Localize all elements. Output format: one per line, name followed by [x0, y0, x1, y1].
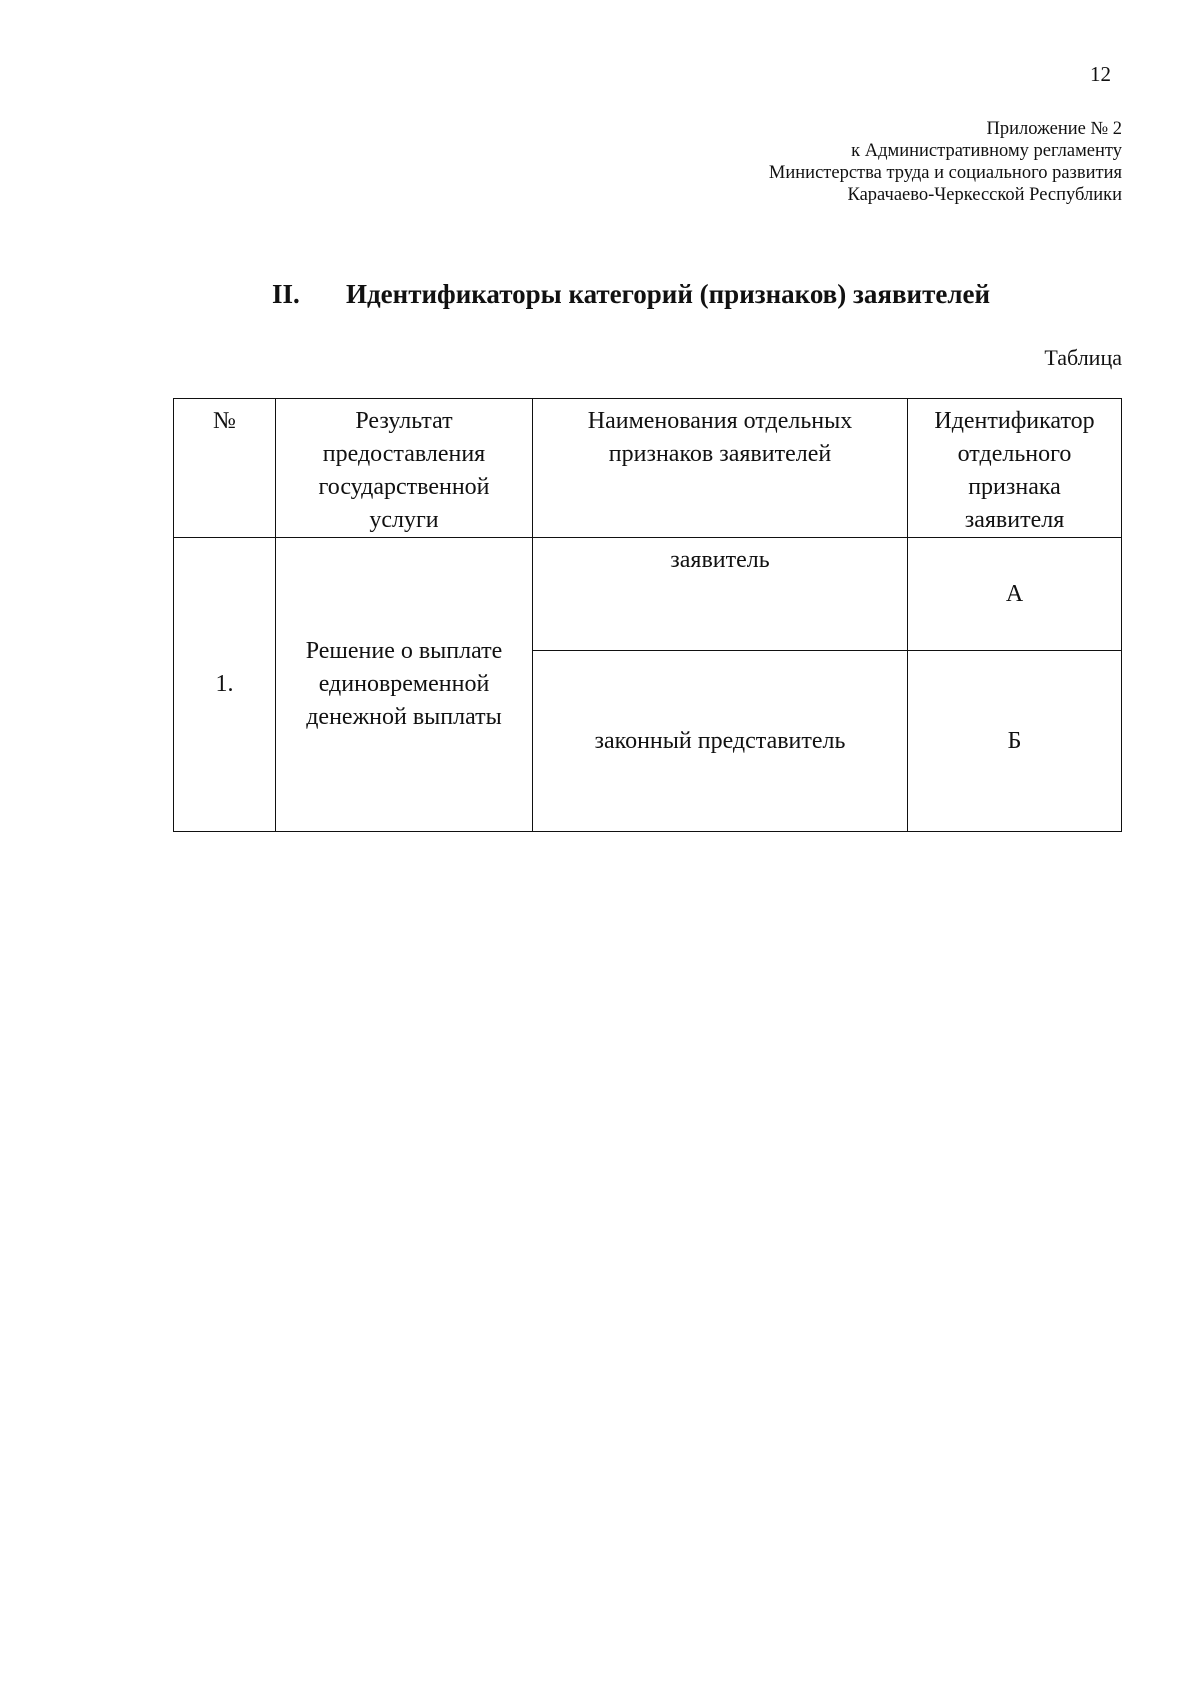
appendix-line: к Административному регламенту: [851, 141, 1122, 161]
attribute-name: заявитель: [533, 538, 908, 651]
section-number: II.: [272, 279, 300, 309]
table-row: [174, 538, 1122, 651]
section-title: Идентификаторы категорий (признаков) заявителей: [346, 279, 991, 309]
page-number: 12: [1090, 62, 1111, 86]
row-number: 1.: [174, 538, 276, 832]
appendix-line: Министерства труда и социального развития: [768, 163, 1122, 183]
header-result: Результат предоставления государственной услуги: [276, 399, 533, 538]
identifiers-table: [173, 398, 1122, 832]
table-caption: Таблица: [1044, 345, 1122, 370]
header-number: №: [174, 399, 276, 538]
header-identifier: Идентификатор отдельного признака заявителя: [908, 399, 1122, 538]
attribute-name: законный представитель: [533, 651, 908, 832]
section-heading: [272, 279, 990, 310]
attribute-identifier: А: [908, 538, 1122, 651]
appendix-note: [769, 118, 1122, 206]
table-header-row: [174, 399, 1122, 538]
appendix-line: Приложение № 2: [986, 119, 1122, 139]
row-result: Решение о выплате единовременной денежной выплаты: [276, 538, 533, 832]
attribute-identifier: Б: [908, 651, 1122, 832]
header-attribute-names: Наименования отдельных признаков заявителей: [533, 399, 908, 538]
appendix-line: Карачаево-Черкесской Республики: [847, 185, 1122, 205]
